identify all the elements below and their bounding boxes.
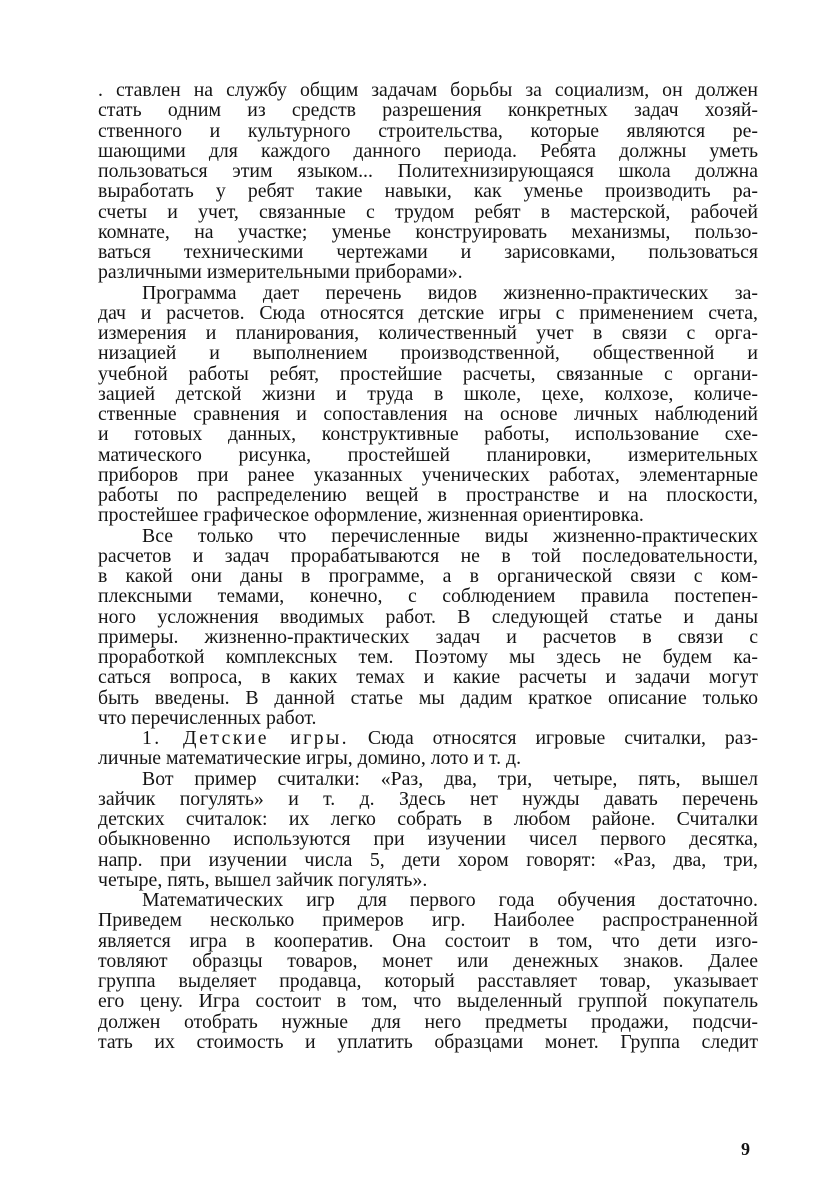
text-line: примеры. жизненно-практических задач и расчетов в связи с	[98, 625, 758, 648]
text-line: четыре, пять, вышел зайчик погулять».	[98, 868, 428, 891]
text-line: его цену. Игра состоит в том, что выделенный группой покупатель	[98, 990, 758, 1013]
section-heading-line: 1. Детские игры. Сюда относятся игровые считалки, раз-	[142, 727, 758, 749]
paragraph-start-line: Вот пример считалки: «Раз, два, три, четыре, пять, вышел	[142, 767, 758, 790]
text-line: ного усложнения вводимых работ. В следующей статье и даны	[98, 605, 758, 628]
text-line: учебной работы ребят, простейшие расчеты, связанные с органи-	[98, 362, 758, 385]
text-line: в какой они даны в программе, а в органической связи с ком-	[98, 565, 758, 587]
text-line: стать одним из средств разрешения конкретных задач хозяй-	[98, 99, 758, 122]
section-title: 1. Детские игры.	[142, 727, 350, 749]
text-line: простейшее графическое оформление, жизненная ориентировка.	[98, 504, 644, 527]
text-line: дач и расчетов. Сюда относятся детские игры с применением счета,	[98, 301, 758, 324]
text-line: должен отобрать нужные для него предметы продажи, подсчи-	[98, 1010, 758, 1033]
text-line: зайчик погулять» и т. д. Здесь нет нужды давать перечень	[98, 787, 758, 810]
text-line: Приведем несколько примеров игр. Наиболее распространенной	[98, 909, 758, 932]
text-line: напр. при изучении числа 5, дети хором говорят: «Раз, два, три,	[98, 848, 758, 871]
text-line: обыкновенно используются при изучении чисел первого десятка,	[98, 828, 758, 851]
text-line: счеты и учет, связанные с трудом ребят в мастерской, рабочей	[98, 200, 758, 223]
text-line: матического рисунка, простейшей планировки, измерительных	[98, 443, 758, 466]
text-line: и готовых данных, конструктивные работы, использование схе-	[98, 423, 758, 446]
text-line: является игра в кооператив. Она состоит в том, что дети изго-	[98, 929, 758, 952]
text-line: комнате, на участке; уменье конструировать механизмы, пользо-	[98, 220, 758, 243]
paragraph-start-line: Все только что перечисленные виды жизненно-практических	[142, 524, 758, 547]
text-line: измерения и планирования, количественный учет в связи с орга-	[98, 322, 758, 344]
text-line: работы по распределению вещей в пространстве и на плоскости,	[98, 484, 758, 506]
text-line: . ставлен на службу общим задачам борьбы за социализм, он должен	[98, 79, 758, 101]
text-line: саться вопроса, в каких темах и какие расчеты и задачи могут	[98, 666, 758, 689]
text-line: выработать у ребят такие навыки, как уменье производить ра-	[98, 180, 758, 203]
text-line: личные математические игры, домино, лото и т. д.	[98, 747, 522, 770]
text-line: расчетов и задач прорабатываются не в той последовательности,	[98, 544, 758, 567]
text-line: шающими для каждого данного периода. Ребята должны уметь	[98, 139, 758, 162]
text-line: детских считалок: их легко собрать в любом районе. Считалки	[98, 808, 758, 830]
paragraph-start-line: Математических игр для первого года обучения достаточно.	[142, 889, 758, 911]
body-text	[98, 80, 758, 1052]
text-line: ственные сравнения и сопоставления на основе личных наблюдений	[98, 403, 758, 425]
text-line: товляют образцы товаров, монет или денежных знаков. Далее	[98, 949, 758, 972]
text-line: проработкой комплексных тем. Поэтому мы здесь не будем ка-	[98, 646, 758, 668]
text-line: ственного и культурного строительства, которые являются ре-	[98, 119, 758, 142]
text-line: тать их стоимость и уплатить образцами монет. Группа следит	[98, 1030, 758, 1053]
text-line: пользоваться этим языком... Политехнизирующаяся школа должна	[98, 160, 758, 182]
page-number: 9	[741, 1139, 750, 1159]
text-line: группа выделяет продавца, который расставляет товар, указывает	[98, 970, 758, 992]
paragraph-start-line: Программа дает перечень видов жизненно-практических за-	[142, 281, 758, 304]
text-line: быть введены. В данной статье мы дадим краткое описание только	[98, 686, 758, 709]
text-line: что перечисленных работ.	[98, 706, 317, 729]
text-line: низацией и выполнением производственной, общественной и	[98, 342, 758, 365]
text-line: плексными темами, конечно, с соблюдением правила постепен-	[98, 585, 758, 608]
text-line: зацией детской жизни и труда в школе, цехе, колхозе, количе-	[98, 382, 758, 405]
text-line: различными измерительными приборами».	[98, 261, 463, 284]
text-line: ваться техническими чертежами и зарисовками, пользоваться	[98, 241, 758, 263]
text-line: приборов при ранее указанных ученических работах, элементарные	[98, 463, 758, 486]
